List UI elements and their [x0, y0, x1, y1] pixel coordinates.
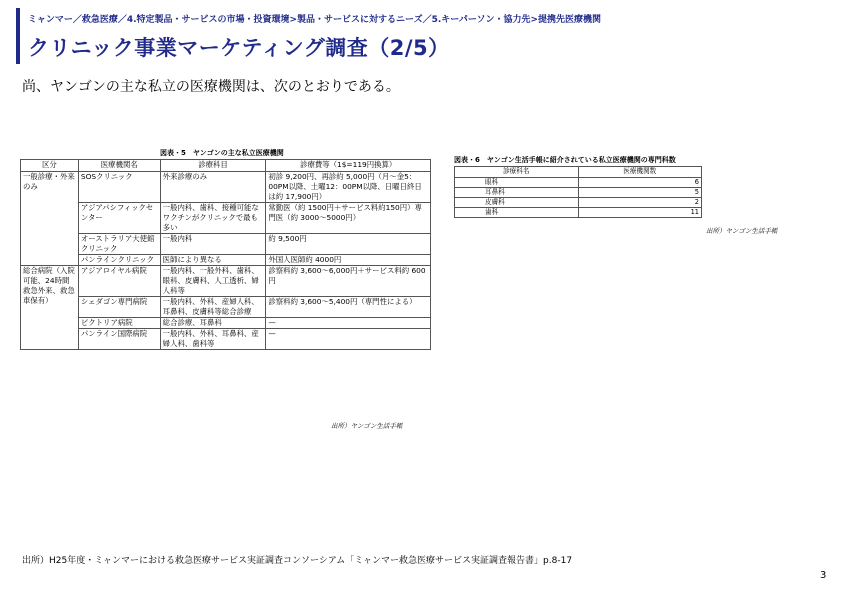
table5-source: 出所）ヤンゴン生活手帳: [331, 422, 403, 430]
table-row: [21, 296, 431, 317]
page-title: クリニック事業マーケティング調査（2/5）: [28, 36, 450, 60]
count-cell: 5: [578, 187, 701, 197]
lead-text: 尚、ヤンゴンの主な私立の医療機関は、次のとおりである。: [22, 79, 400, 95]
table-header-row: [21, 160, 431, 172]
table-row: [21, 265, 431, 296]
facility-cell: アジアパシフィックセンター: [78, 202, 160, 233]
facility-cell: アジアロイヤル病院: [78, 265, 160, 296]
facility-cell: シェダゴン専門病院: [78, 296, 160, 317]
table6-source: 出所）ヤンゴン生活手帳: [706, 227, 778, 235]
table5-caption: 図表・5 ヤンゴンの主な私立医療機関: [160, 149, 284, 157]
header-department: 診療科目: [160, 160, 266, 172]
fee-cell: —: [266, 328, 431, 349]
department-cell: 医師により異なる: [160, 254, 266, 265]
department-cell: 一般内科、外科、産婦人科、耳鼻科、皮膚科等総合診療: [160, 296, 266, 317]
footer-source: 出所）H25年度・ミャンマーにおける救急医療サービス実証調査コンソーシアム「ミャンマー救急医療サービス実証調査報告書」p.8-17: [22, 556, 573, 566]
fee-cell: 診察料約 3,600〜6,000円＋サービス料約 600円: [266, 265, 431, 296]
department-cell: 一般内科、歯科、接種可能なワクチンがクリニックで最も多い: [160, 202, 266, 233]
facility-cell: ビクトリア病院: [78, 317, 160, 328]
table-row: [455, 178, 702, 188]
table-row: [21, 202, 431, 233]
table-row: [21, 233, 431, 254]
fee-cell: 約 9,500円: [266, 233, 431, 254]
table-row: [21, 317, 431, 328]
table-header-row: [455, 167, 702, 178]
count-cell: 6: [578, 178, 701, 188]
table-row: [455, 197, 702, 207]
department-cell: 一般内科、外科、耳鼻科、産婦人科、歯科等: [160, 328, 266, 349]
facility-cell: パンラインクリニック: [78, 254, 160, 265]
facility-cell: パンライン国際病院: [78, 328, 160, 349]
fee-cell: 初診 9,200円、再診約 5,000円（月〜金5：00PM以降、土曜12：00PM以降、日曜日終日は約 17,900円）: [266, 172, 431, 203]
department-cell: 歯科: [455, 207, 579, 217]
breadcrumb: ミャンマー／救急医療／4.特定製品・サービスの市場・投資環境>製品・サービスに対するニーズ／5.キーパーソン・協力先>提携先医療機関: [28, 15, 602, 25]
department-cell: 外来診療のみ: [160, 172, 266, 203]
department-cell: 皮膚科: [455, 197, 579, 207]
department-cell: 一般内科、一般外科、歯科、眼科、皮膚科、人工透析、婦人科等: [160, 265, 266, 296]
header-facility: 医療機関名: [78, 160, 160, 172]
table-row: [21, 172, 431, 203]
count-cell: 11: [578, 207, 701, 217]
header-fee: 診療費等（1$=119円換算）: [266, 160, 431, 172]
department-cell: 耳鼻科: [455, 187, 579, 197]
private-hospitals-table: [20, 159, 431, 350]
facility-cell: オーストラリア大使館クリニック: [78, 233, 160, 254]
header-category: 区分: [21, 160, 79, 172]
table-row: [21, 254, 431, 265]
specialty-count-table: [454, 166, 702, 218]
fee-cell: 外国人医師約 4000円: [266, 254, 431, 265]
header-count: 医療機関数: [578, 167, 701, 178]
table-row: [455, 187, 702, 197]
table-row: [455, 207, 702, 217]
category-cell: 一般診療・外来のみ: [21, 172, 79, 266]
header-department: 診療科名: [455, 167, 579, 178]
category-cell: 総合病院（入院可能、24時間救急外来、救急車保有）: [21, 265, 79, 349]
count-cell: 2: [578, 197, 701, 207]
facility-cell: SOSクリニック: [78, 172, 160, 203]
department-cell: 一般内科: [160, 233, 266, 254]
department-cell: 眼科: [455, 178, 579, 188]
table6-caption: 図表・6 ヤンゴン生活手帳に紹介されている私立医療機関の専門科数: [454, 156, 676, 164]
fee-cell: 診察料約 3,600〜5,400円（専門性による）: [266, 296, 431, 317]
table-row: [21, 328, 431, 349]
department-cell: 総合診療、耳鼻科: [160, 317, 266, 328]
fee-cell: —: [266, 317, 431, 328]
page-number: 3: [820, 570, 827, 581]
title-accent-bar: [16, 8, 20, 64]
fee-cell: 常勤医（約 1500円＋サービス料約150円）専門医（約 3000〜5000円）: [266, 202, 431, 233]
